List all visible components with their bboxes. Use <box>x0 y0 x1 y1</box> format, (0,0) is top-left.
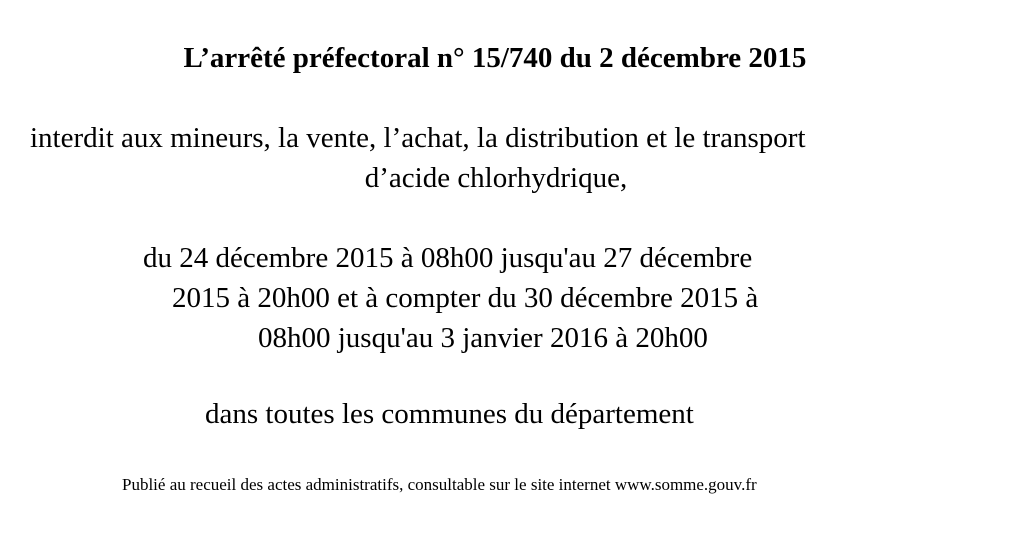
period-line-1: du 24 décembre 2015 à 08h00 jusqu'au 27 décembre <box>143 242 753 274</box>
publication-footnote: Publié au recueil des actes administratifs, consultable sur le site internet www.somme.gouv.fr <box>122 475 757 494</box>
period-line-2: 2015 à 20h00 et à compter du 30 décembre 2015 à <box>172 282 759 314</box>
decree-title: L’arrêté préfectoral n° 15/740 du 2 décembre 2015 <box>183 42 807 74</box>
scope-line: dans toutes les communes du département <box>205 398 694 430</box>
prohibition-line-1: interdit aux mineurs, la vente, l’achat, la distribution et le transport <box>30 122 806 154</box>
period-line-3: 08h00 jusqu'au 3 janvier 2016 à 20h00 <box>258 322 708 354</box>
prohibition-line-2: d’acide chlorhydrique, <box>364 162 628 194</box>
